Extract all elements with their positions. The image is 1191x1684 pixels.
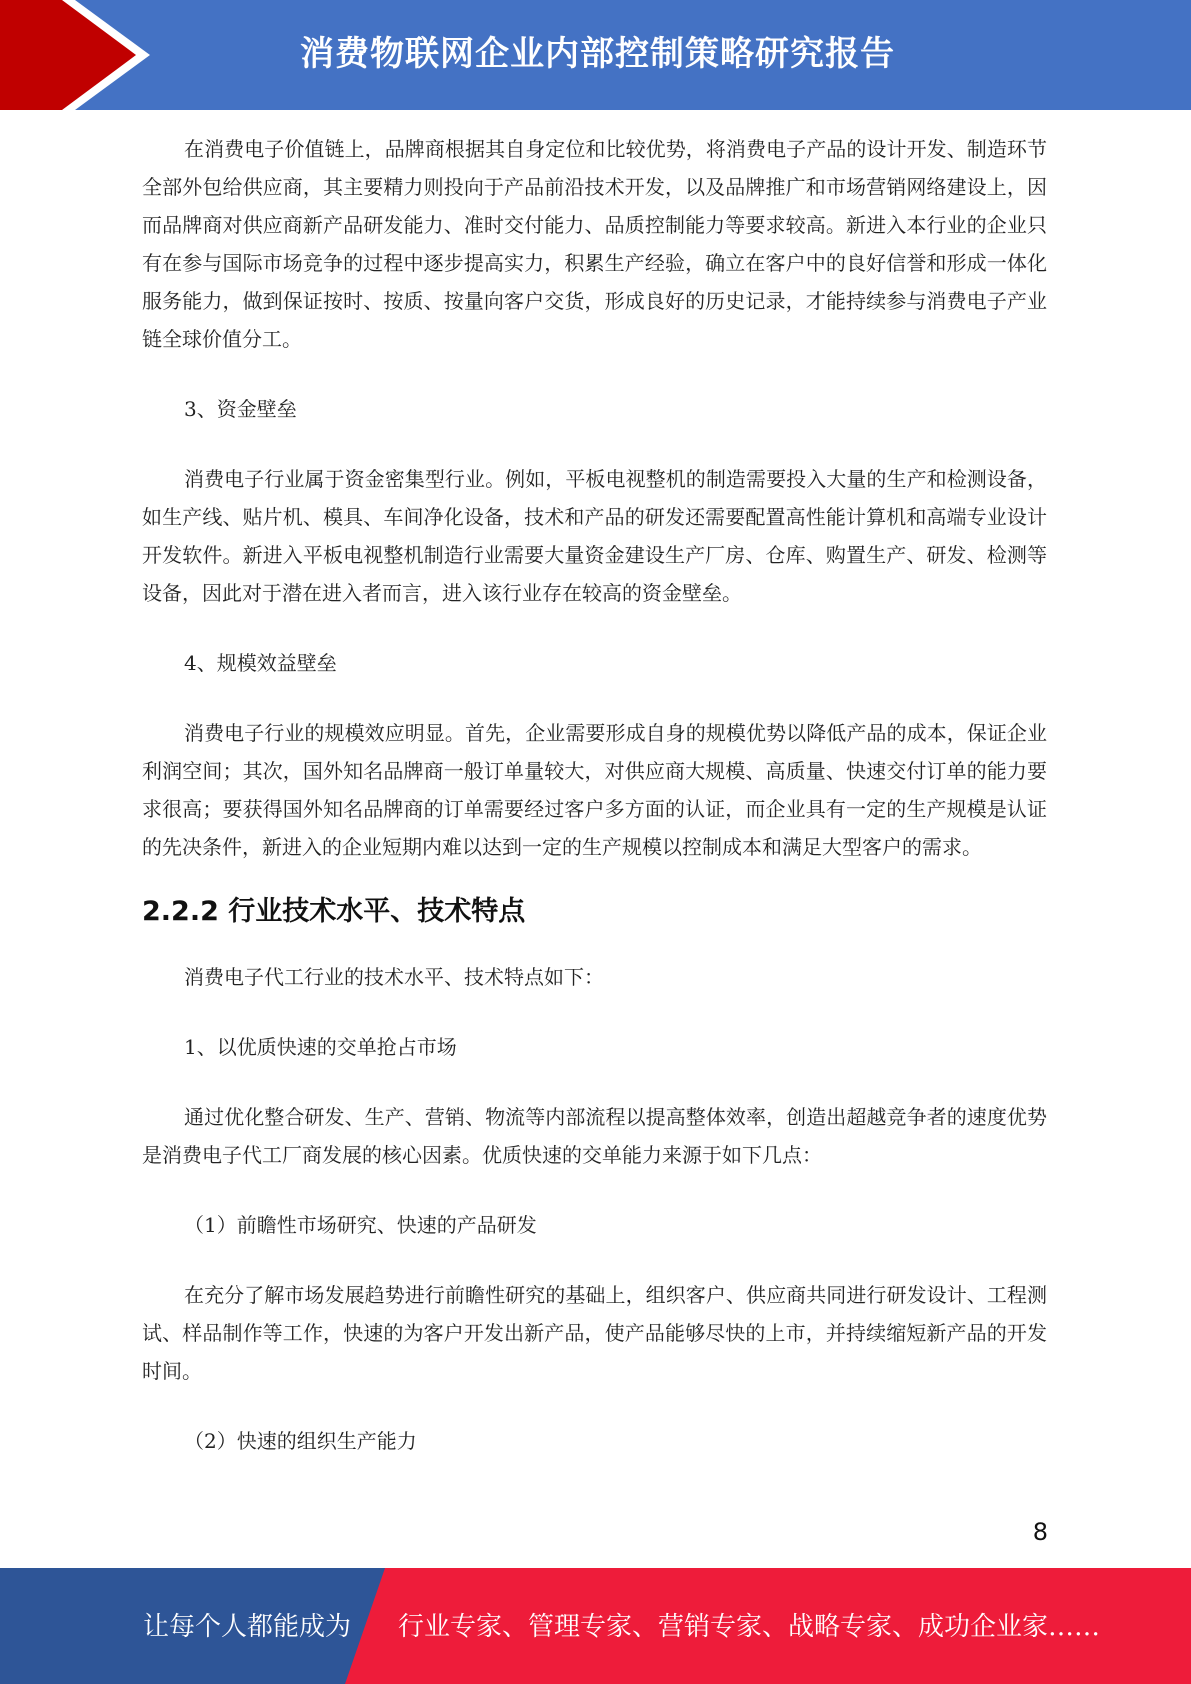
paragraph: 在消费电子价值链上，品牌商根据其自身定位和比较优势，将消费电子产品的设计开发、制造环节全部外包给供应商，其主要精力则投向于产品前沿技术开发，以及品牌推广和市场营销网络建设上，因而品牌商对供应商新产品研发能力、准时交付能力、品质控制能力等要求较高。新进入本行业的企业只有在参与国际市场竞争的过程中逐步提高实力，积累生产经验，确立在客户中的良好信誉和形成一体化服务能力，做到保证按时、按质、按量向客户交货，形成良好的历史记录，才能持续参与消费电子产业链全球价值分工。 [142, 137, 1047, 351]
footer-slogan-left: 让每个人都能成为 [143, 1612, 352, 1642]
list-item-heading: 1、以优质快速的交单抢占市场 [184, 1035, 457, 1059]
sub-item-heading: （2）快速的组织生产能力 [184, 1429, 417, 1453]
page-number: 8 [1032, 1518, 1048, 1546]
section-heading: 2.2.2 行业技术水平、技术特点 [142, 896, 526, 927]
footer-slogan-right: 行业专家、管理专家、营销专家、战略专家、成功企业家…… [398, 1612, 1101, 1642]
sub-item-heading: （1）前瞻性市场研究、快速的产品研发 [184, 1213, 537, 1237]
header-arrow [0, 0, 136, 110]
page-header [0, 0, 1191, 110]
subheading-scale-barrier: 4、规模效益壁垒 [184, 651, 337, 675]
subheading-capital-barrier: 3、资金壁垒 [184, 397, 297, 421]
paragraph: 消费电子行业属于资金密集型行业。例如，平板电视整机的制造需要投入大量的生产和检测设备，如生产线、贴片机、模具、车间净化设备，技术和产品的研发还需要配置高性能计算机和高端专业设计开发软件。新进入平板电视整机制造行业需要大量资金建设生产厂房、仓库、购置生产、研发、检测等设备，因此对于潜在进入者而言，进入该行业存在较高的资金壁垒。 [142, 467, 1047, 605]
report-title: 消费物联网企业内部控制策略研究报告 [300, 34, 895, 74]
paragraph: 通过优化整合研发、生产、营销、物流等内部流程以提高整体效率，创造出超越竞争者的速度优势是消费电子代工厂商发展的核心因素。优质快速的交单能力来源于如下几点： [142, 1105, 1047, 1167]
page-body [142, 130, 1047, 1460]
paragraph-intro: 消费电子代工行业的技术水平、技术特点如下： [184, 965, 604, 989]
page-footer [0, 1568, 1191, 1684]
paragraph: 在充分了解市场发展趋势进行前瞻性研究的基础上，组织客户、供应商共同进行研发设计、工程测试、样品制作等工作，快速的为客户开发出新产品，使产品能够尽快的上市，并持续缩短新产品的开发时间。 [142, 1283, 1047, 1383]
paragraph: 消费电子行业的规模效应明显。首先，企业需要形成自身的规模优势以降低产品的成本，保证企业利润空间；其次，国外知名品牌商一般订单量较大，对供应商大规模、高质量、快速交付订单的能力要求很高；要获得国外知名品牌商的订单需要经过客户多方面的认证，而企业具有一定的生产规模是认证的先决条件，新进入的企业短期内难以达到一定的生产规模以控制成本和满足大型客户的需求。 [142, 721, 1047, 859]
